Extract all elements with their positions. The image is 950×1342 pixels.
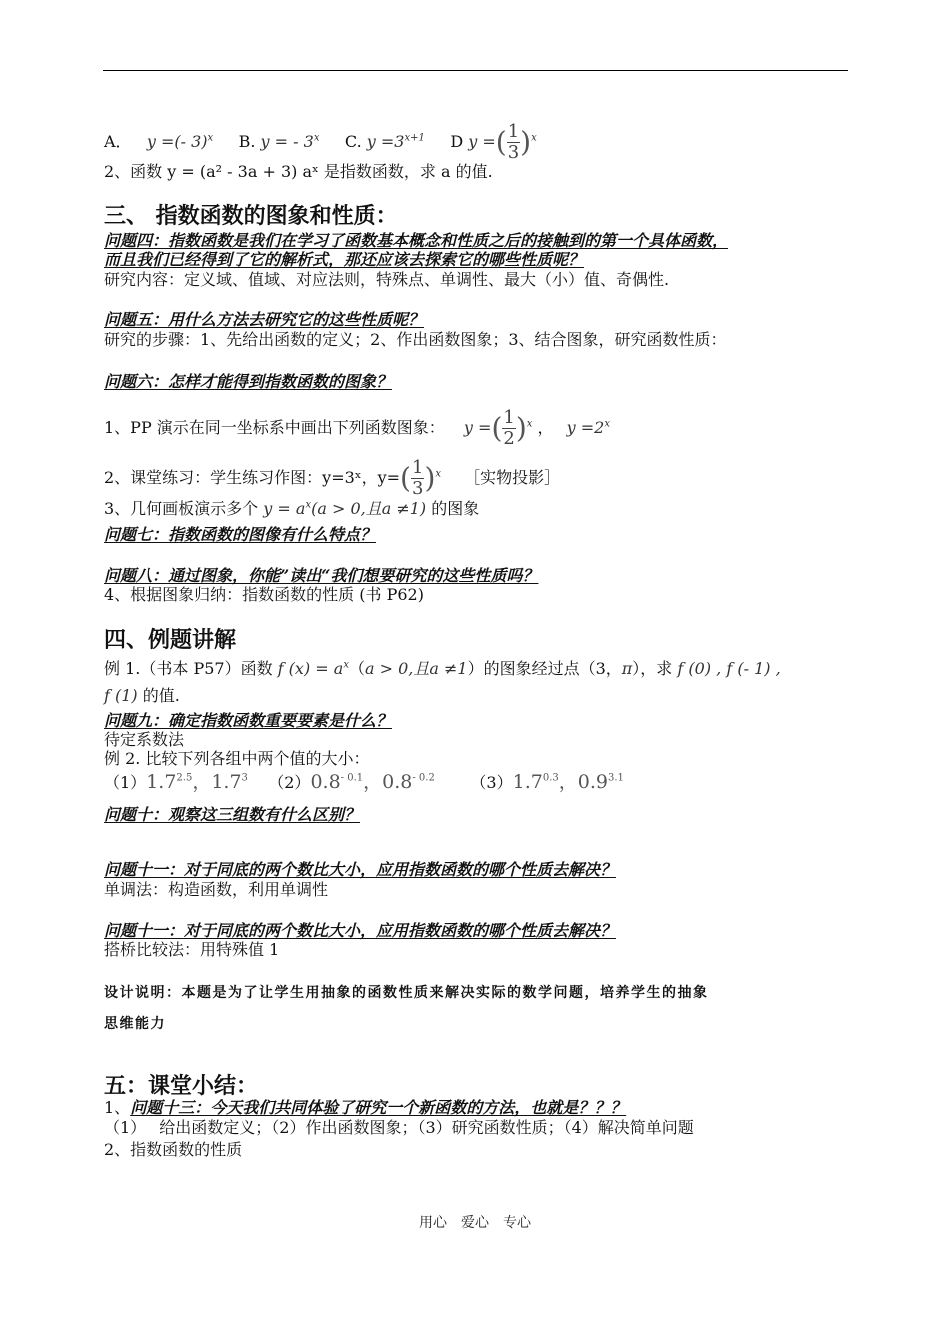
option-a-label: A． (104, 132, 132, 151)
header-rule (103, 70, 848, 71)
option-d-label: D (450, 132, 464, 151)
example-1-function: f $(x) = a^x$ (277, 659, 349, 678)
question-6: 问题六：怎样才能得到指数函数的图象？ (104, 372, 393, 391)
option-c-label: C. (344, 132, 362, 151)
step-1: 1、PP 演示在同一坐标系中画出下列函数图象： y =( $\frac{1}{2}$ )$^x$ ， $y =2^x$ (104, 407, 610, 449)
step-2-fraction: $\frac{1}{3}$ (411, 457, 424, 499)
design-note-line-1: 设计说明：本题是为了让学生用抽象的函数性质来解决实际的数学问题，培养学生的抽象 (104, 985, 709, 1001)
options-line: A． y =(- 3)$^x$ B. y = - 3$^x$ C. $y =3^{x+1}$ D y =( $\frac{1}{3}$ )$^x$ (104, 121, 537, 163)
option-a-formula: y =(- 3)$^x$ (136, 132, 214, 151)
group-1-label: （1） (104, 773, 147, 792)
question-11-a: 问题十一：对于同底的两个数比大小，应用指数函数的哪个性质去解决？ (104, 860, 617, 879)
example-1-line-1: 例 1.（书本 P57）函数 f $(x) = a^x(a > 0$,且a ≠1）的图象经过点（3，π），求 f (0) , f (- 1) , (104, 659, 781, 678)
option-b-formula: y = - 3$^x$ (260, 132, 320, 151)
step-3-text: 3、几何画板演示多个 (104, 499, 259, 518)
section-3-heading: 三、 指数函数的图象和性质： (104, 204, 398, 229)
group-3-values: $1.7^{0.3}$，$0.9^{3.1}$ (512, 771, 624, 793)
step-2-text: 2、课堂练习：学生练习作图：y=3ˣ，y= (104, 468, 401, 487)
step-2-suffix: ［实物投影］ (464, 468, 561, 487)
group-3-label: （3） (470, 773, 513, 792)
option-c-formula: $y =3^{x+1}$ (366, 132, 425, 151)
question-5: 问题五：用什么方法去研究它的这些性质呢？ (104, 310, 425, 329)
question-11-b: 问题十一：对于同底的两个数比大小，应用指数函数的哪个性质去解决？ (104, 921, 617, 940)
option-d-fraction: $\frac{1}{3}$ (507, 121, 520, 163)
step-1-formula-a: y = (463, 418, 492, 437)
undetermined-coefficients: 待定系数法 (104, 730, 185, 749)
section-4-heading: 四、例题讲解 (104, 628, 237, 653)
bridge-method: 搭桥比较法：用特殊值 1 (104, 940, 280, 959)
monotone-method: 单调法：构造函数，利用单调性 (104, 880, 329, 899)
group-1-values: $1.7^{2.5}$，$1.7^3$ (146, 771, 248, 793)
question-8: 问题八：通过图象，你能”读出“我们想要研究的这些性质吗？ (104, 566, 539, 585)
example-1-line-2: f (1) 的值. (104, 686, 180, 705)
group-2-label: （2） (268, 773, 311, 792)
question-9: 问题九：确定指数函数重要要素是什么？ (104, 711, 393, 730)
summary-1-detail: （1） 给出函数定义；（2）作出函数图象；（3）研究函数性质；（4）解决简单问题 (104, 1118, 694, 1137)
option-d-formula: y = (468, 132, 496, 151)
summary-1-prefix: 1、 (104, 1098, 131, 1117)
step-2: 2、课堂练习：学生练习作图：y=3ˣ，y=( $\frac{1}{3}$ )$^x$ ［实物投影］ (104, 457, 561, 499)
question-4-line-2: 而且我们已经得到了它的解析式，那还应该去探索它的哪些性质呢？ (104, 250, 585, 269)
example-1-text-b: 的图象经过点（3， (483, 659, 622, 678)
example-2-groups (104, 772, 624, 793)
step-1-formula-b: $y =2^x$ (566, 418, 610, 437)
section-5-heading: 五：课堂小结： (104, 1074, 259, 1099)
question-7: 问题七：指数函数的图像有什么特点？ (104, 525, 377, 544)
option-b-label: B. (238, 132, 256, 151)
example-1-text-d: 的值. (142, 686, 180, 705)
example-2: 例 2. 比较下列各组中两个值的大小： (104, 749, 370, 768)
step-1-fraction: $\frac{1}{2}$ (503, 407, 515, 449)
item-2: 2、函数 y = (a² - 3a + 3) aˣ 是指数函数，求 a 的值. (104, 162, 493, 181)
summary-1 (104, 1098, 626, 1118)
group-2-values: $0.8^{- 0.1}$，$0.8^{- 0.2}$ (310, 771, 435, 793)
design-note-line-2: 思维能力 (104, 1016, 166, 1032)
example-1-values: f (0) , f (- 1) , (677, 659, 781, 678)
step-1-text: 1、PP 演示在同一坐标系中画出下列函数图象： (104, 418, 445, 437)
example-1-text-a: 例 1.（书本 P57）函数 (104, 659, 273, 678)
step-3-suffix: 的图象 (431, 499, 480, 518)
question-10: 问题十：观察这三组数有什么区别？ (104, 805, 361, 824)
summary-2: 2、指数函数的性质 (104, 1140, 243, 1159)
question-13: 问题十三：今天我们共同体验了研究一个新函数的方法，也就是？？？ (130, 1098, 627, 1117)
step-4: 4、根据图象归纳：指数函数的性质 (书 P62) (104, 585, 424, 604)
page-footer: 用心 爱心 专心 (419, 1215, 531, 1231)
step-3 (104, 499, 479, 519)
research-steps: 研究的步骤：1、先给出函数的定义；2、作出函数图象；3、结合图象，研究函数性质： (104, 330, 727, 349)
question-4-line-1: 问题四：指数函数是我们在学习了函数基本概念和性质之后的接触到的第一个具体函数， (104, 231, 729, 250)
step-3-formula: $y = a^x(a > 0$,且a ≠1) (263, 499, 427, 518)
research-content: 研究内容：定义域、值域、对应法则，特殊点、单调性、最大（小）值、奇偶性. (104, 270, 670, 289)
example-1-text-c: ），求 (632, 659, 673, 678)
